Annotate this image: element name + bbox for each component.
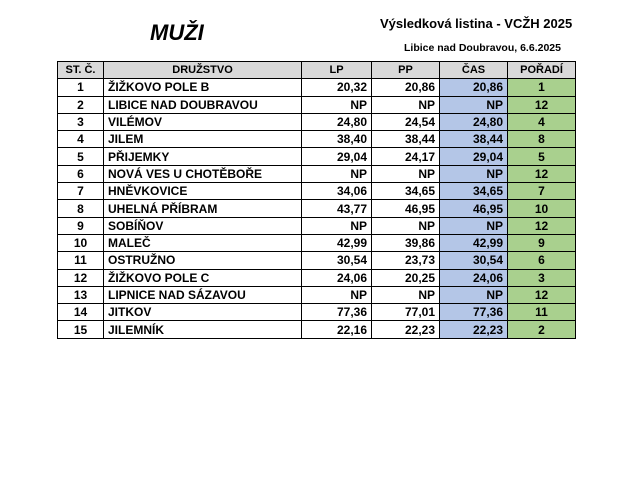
table-row	[58, 286, 576, 303]
cell-start-number: 4	[58, 131, 104, 148]
cell-team: PŘIJEMKY	[104, 148, 302, 165]
cell-rank: 12	[508, 286, 576, 303]
category-title: MUŽI	[150, 20, 204, 45]
cell-time: 42,99	[440, 234, 508, 251]
cell-team: OSTRUŽNO	[104, 252, 302, 269]
cell-time: NP	[440, 165, 508, 182]
cell-lp: 77,36	[302, 304, 372, 321]
cell-team: SOBÍŇOV	[104, 217, 302, 234]
cell-team: HNĚVKOVICE	[104, 183, 302, 200]
cell-lp: 22,16	[302, 321, 372, 338]
column-header-team: DRUŽSTVO	[104, 62, 302, 79]
cell-start-number: 9	[58, 217, 104, 234]
cell-team: NOVÁ VES U CHOTĚBOŘE	[104, 165, 302, 182]
cell-time: 46,95	[440, 200, 508, 217]
cell-pp: 38,44	[372, 131, 440, 148]
cell-rank: 12	[508, 165, 576, 182]
cell-pp: 20,86	[372, 79, 440, 96]
cell-lp: 29,04	[302, 148, 372, 165]
cell-rank: 3	[508, 269, 576, 286]
cell-pp: 24,17	[372, 148, 440, 165]
cell-rank: 12	[508, 96, 576, 113]
cell-pp: NP	[372, 286, 440, 303]
table-row	[58, 252, 576, 269]
cell-start-number: 12	[58, 269, 104, 286]
cell-pp: 34,65	[372, 183, 440, 200]
table-header-row	[58, 62, 576, 79]
table-row	[58, 234, 576, 251]
cell-start-number: 10	[58, 234, 104, 251]
cell-start-number: 5	[58, 148, 104, 165]
cell-lp: 24,06	[302, 269, 372, 286]
cell-pp: 46,95	[372, 200, 440, 217]
cell-lp: NP	[302, 286, 372, 303]
cell-start-number: 6	[58, 165, 104, 182]
cell-team: VILÉMOV	[104, 113, 302, 130]
cell-time: 22,23	[440, 321, 508, 338]
cell-rank: 8	[508, 131, 576, 148]
column-header-time: ČAS	[440, 62, 508, 79]
cell-lp: NP	[302, 96, 372, 113]
cell-rank: 9	[508, 234, 576, 251]
cell-rank: 5	[508, 148, 576, 165]
cell-start-number: 11	[58, 252, 104, 269]
place-date: Libice nad Doubravou, 6.6.2025	[404, 42, 561, 54]
cell-rank: 2	[508, 321, 576, 338]
cell-team: JILEMNÍK	[104, 321, 302, 338]
cell-start-number: 14	[58, 304, 104, 321]
cell-pp: 23,73	[372, 252, 440, 269]
cell-time: 24,80	[440, 113, 508, 130]
cell-team: JILEM	[104, 131, 302, 148]
table-row	[58, 113, 576, 130]
cell-start-number: 3	[58, 113, 104, 130]
results-table	[57, 61, 576, 339]
cell-lp: 42,99	[302, 234, 372, 251]
cell-lp: NP	[302, 165, 372, 182]
cell-team: LIBICE NAD DOUBRAVOU	[104, 96, 302, 113]
cell-pp: NP	[372, 96, 440, 113]
cell-pp: 77,01	[372, 304, 440, 321]
cell-time: 20,86	[440, 79, 508, 96]
cell-time: NP	[440, 217, 508, 234]
cell-time: 38,44	[440, 131, 508, 148]
table-row	[58, 304, 576, 321]
cell-pp: 20,25	[372, 269, 440, 286]
cell-rank: 7	[508, 183, 576, 200]
cell-start-number: 15	[58, 321, 104, 338]
cell-pp: 39,86	[372, 234, 440, 251]
cell-team: JITKOV	[104, 304, 302, 321]
document-title: Výsledková listina - VCŽH 2025	[380, 16, 573, 31]
column-header-rank: POŘADÍ	[508, 62, 576, 79]
table-row	[58, 183, 576, 200]
table-row	[58, 148, 576, 165]
cell-pp: NP	[372, 217, 440, 234]
cell-lp: 20,32	[302, 79, 372, 96]
cell-time: 34,65	[440, 183, 508, 200]
cell-pp: 22,23	[372, 321, 440, 338]
cell-rank: 11	[508, 304, 576, 321]
cell-team: UHELNÁ PŘÍBRAM	[104, 200, 302, 217]
cell-time: 24,06	[440, 269, 508, 286]
cell-start-number: 2	[58, 96, 104, 113]
column-header-pp: PP	[372, 62, 440, 79]
cell-team: ŽIŽKOVO POLE C	[104, 269, 302, 286]
column-header-lp: LP	[302, 62, 372, 79]
table-row	[58, 269, 576, 286]
cell-time: 77,36	[440, 304, 508, 321]
cell-rank: 4	[508, 113, 576, 130]
table-row	[58, 165, 576, 182]
cell-lp: 34,06	[302, 183, 372, 200]
cell-start-number: 7	[58, 183, 104, 200]
cell-time: 30,54	[440, 252, 508, 269]
cell-lp: 43,77	[302, 200, 372, 217]
cell-rank: 6	[508, 252, 576, 269]
cell-start-number: 1	[58, 79, 104, 96]
cell-time: NP	[440, 96, 508, 113]
cell-time: 29,04	[440, 148, 508, 165]
cell-lp: 24,80	[302, 113, 372, 130]
cell-start-number: 8	[58, 200, 104, 217]
table-row	[58, 131, 576, 148]
table-row	[58, 96, 576, 113]
cell-rank: 1	[508, 79, 576, 96]
cell-time: NP	[440, 286, 508, 303]
cell-rank: 10	[508, 200, 576, 217]
table-row	[58, 217, 576, 234]
cell-lp: NP	[302, 217, 372, 234]
cell-lp: 30,54	[302, 252, 372, 269]
table-row	[58, 79, 576, 96]
cell-pp: 24,54	[372, 113, 440, 130]
table-row	[58, 200, 576, 217]
cell-team: MALEČ	[104, 234, 302, 251]
cell-rank: 12	[508, 217, 576, 234]
cell-lp: 38,40	[302, 131, 372, 148]
table-row	[58, 321, 576, 338]
cell-team: LIPNICE NAD SÁZAVOU	[104, 286, 302, 303]
column-header-st: ST. Č.	[58, 62, 104, 79]
cell-start-number: 13	[58, 286, 104, 303]
cell-team: ŽIŽKOVO POLE B	[104, 79, 302, 96]
cell-pp: NP	[372, 165, 440, 182]
